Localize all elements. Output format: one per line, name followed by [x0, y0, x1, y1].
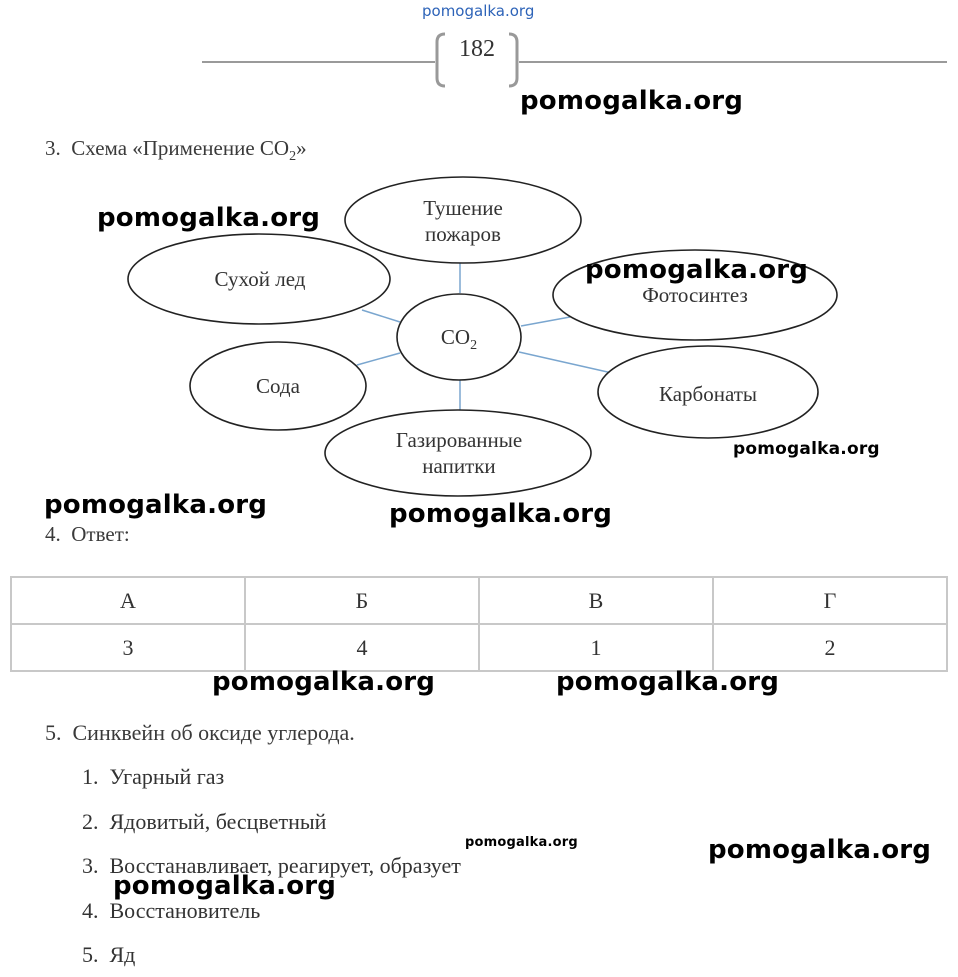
node-soda: Сода [256, 374, 300, 398]
node-drinks: Газированные напитки [395, 428, 523, 478]
table-cell: 2 [713, 624, 947, 671]
list-item: 5. Яд [82, 942, 136, 967]
top-watermark: pomogalka.org [422, 2, 535, 20]
watermark: pomogalka.org [97, 203, 321, 233]
connector-soda [357, 353, 400, 365]
task4-title: Ответ: [71, 522, 130, 546]
answer-table [10, 576, 948, 672]
task3-title-subscript: 2 [289, 149, 297, 165]
task4-heading [45, 522, 130, 547]
task5-title: Синквейн об оксиде углерода. [72, 720, 355, 745]
table-header-cell: Б [245, 577, 479, 624]
page-number: 182 [459, 36, 495, 62]
watermark: pomogalka.org [520, 86, 744, 116]
table-header-cell: А [11, 577, 245, 624]
watermark: pomogalka.org [708, 835, 932, 865]
node-center-co2: $CO_2$ [440, 325, 478, 354]
watermark: pomogalka.org [44, 490, 268, 520]
table-header-cell: В [479, 577, 713, 624]
watermark: pomogalka.org [389, 499, 613, 529]
table-row [11, 624, 947, 671]
connector-photosynthesis [521, 317, 570, 326]
node-photosynthesis: Фотосинтез [642, 283, 748, 307]
connector-carbonates [519, 352, 612, 373]
task3-title: Схема «Применение СО [71, 136, 290, 160]
table-cell: 3 [11, 624, 245, 671]
table-header-row [11, 577, 947, 624]
table-cell: 1 [479, 624, 713, 671]
watermark: pomogalka.org [556, 667, 780, 697]
watermark: pomogalka.org [212, 667, 436, 697]
task5-number: 5. [45, 720, 62, 745]
watermark: pomogalka.org [465, 835, 578, 850]
table-header-cell: Г [713, 577, 947, 624]
connector-dry-ice [362, 310, 400, 322]
task3-number: 3. [45, 136, 61, 160]
watermark: pomogalka.org [585, 255, 809, 285]
list-item: 2. Ядовитый, бесцветный [82, 809, 327, 834]
watermark: pomogalka.org [733, 439, 880, 459]
task3-title-end: » [296, 136, 307, 160]
node-carbonates: Карбонаты [658, 382, 758, 406]
node-fire: Тушение пожаров [423, 196, 503, 246]
task4-number: 4. [45, 522, 61, 546]
table-cell: 4 [245, 624, 479, 671]
list-item: 3. Восстанавливает, реагирует, образует [82, 853, 461, 878]
list-item: 4. Восстановитель [82, 898, 261, 923]
list-item: 1. Угарный газ [82, 764, 225, 789]
node-dry-ice: Сухой лед [214, 267, 306, 291]
watermark: pomogalka.org [113, 871, 337, 901]
task5-heading [45, 720, 355, 746]
